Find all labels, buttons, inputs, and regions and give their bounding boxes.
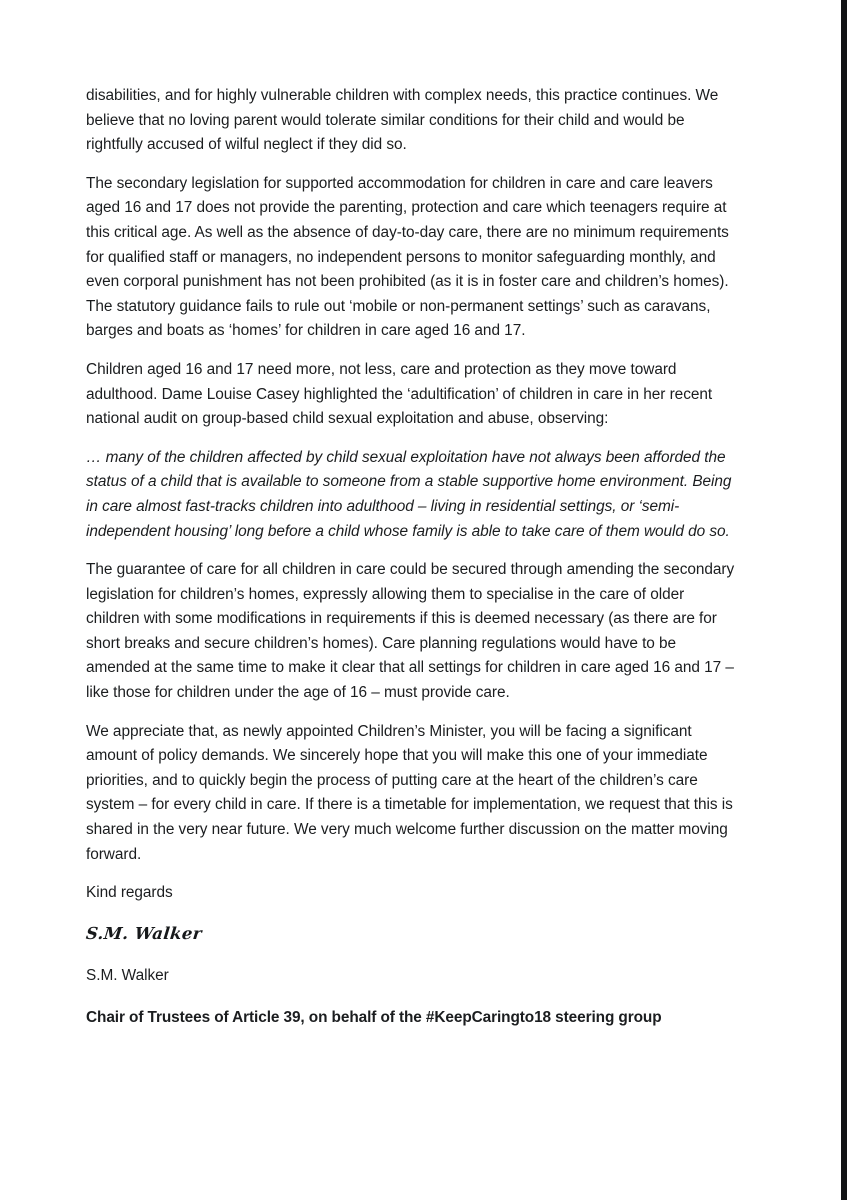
paragraph-4: The guarantee of care for all children in care could be secured through amending the secondary legislation for children’s homes, expressly allowing them to specialise in the care of older children with some modifications in requirements if this is deemed necessary (as there are for short breaks and secure children’s homes). Care planning regulations would have to be amended at the same time to make it clear that all settings for children in care aged 16 and 17 – like those for children under the age of 16 – must provide care. [86,561,735,702]
paragraph-2: The secondary legislation for supported accommodation for children in care and care leavers aged 16 and 17 does not provide the parenting, protection and care which teenagers require at this critical age. As well as the absence of day-to-day care, there are no minimum requirements for qualified staff or managers, no independent persons to monitor safeguarding monthly, and even corporal punishment has not been prohibited (as it is in foster care and children’s homes). The statutory guidance fails to rule out ‘mobile or non-permanent settings’ such as caravans, barges and boats as ‘homes’ for children in care aged 16 and 17. [86,174,729,340]
page-right-edge-strip [841,0,847,1200]
blockquote-casey-audit: … many of the children affected by child sexual exploitation have not always been afforded the status of a child that is available to someone from a stable supportive home environment. Being in care almost fast-tracks children into adulthood – living in residential settings, or ‘semi-independent housing’ long before a child whose family is able to take care of them would do so. [86,448,732,540]
sign-off-line: Kind regards [86,884,173,902]
signer-role: Chair of Trustees of Article 39, on behalf of the #KeepCaringto18 steering group [86,1009,662,1027]
signer-name: S.M. Walker [86,966,169,984]
paragraph-5: We appreciate that, as newly appointed Children’s Minister, you will be facing a significant amount of policy demands. We sincerely hope that you will make this one of your immediate priorities, and to quickly begin the process of putting care at the heart of the children’s care system – for every child in care. If there is a timetable for implementation, we request that this is shared in the very near future. We very much welcome further discussion on the matter moving forward. [86,722,733,863]
paragraph-3: Children aged 16 and 17 need more, not less, care and protection as they move toward adulthood. Dame Louise Casey highlighted the ‘adultification’ of children in care in her recent national audit on group-based child sexual exploitation and abuse, observing: [86,360,713,428]
handwritten-signature: S.M. Walker [85,923,203,943]
paragraph-1: disabilities, and for highly vulnerable children with complex needs, this practice continues. We believe that no loving parent would tolerate similar conditions for their child and would be rightfully accused of wilful neglect if they did so. [86,87,719,154]
letter-body-text [86,84,736,1031]
